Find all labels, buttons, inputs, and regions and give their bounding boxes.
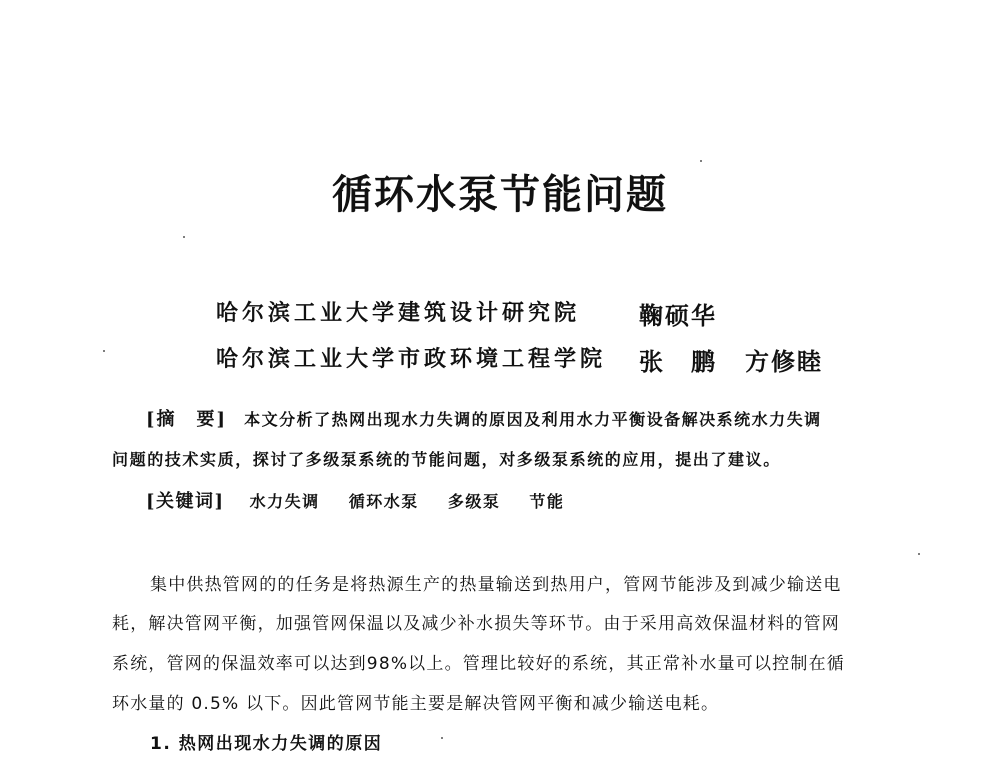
keywords-label: [关键词] [146,491,225,512]
author-name-1: 鞠硕华 [639,302,717,330]
scan-speck [441,737,443,739]
abstract-line-1 [146,405,822,431]
scan-speck [183,236,185,238]
abstract-label: [摘 要] [146,409,228,430]
author-line-2 [216,342,823,376]
page-title: 循环水泵节能问题 [332,171,668,218]
scan-speck [103,350,105,352]
keyword-2: 循环水泵 [348,492,419,511]
keyword-3: 多级泵 [447,492,501,511]
author-name-3: 方修睦 [745,348,823,376]
keyword-4: 节能 [529,492,565,511]
body-line-2: 耗，解决管网平衡，加强管网保温以及减少补水损失等环节。由于采用高效保温材料的管网 [112,614,840,634]
scan-speck [918,553,920,555]
author-institution-2: 哈尔滨工业大学市政环境工程学院 [216,347,607,372]
author-line-1 [216,296,717,330]
author-name-2: 张 鹏 [639,348,717,376]
body-line-4: 环水量的 0.5% 以下。因此管网节能主要是解决管网平衡和减少输送电耗。 [112,694,720,714]
author-institution-1: 哈尔滨工业大学建筑设计研究院 [216,301,581,326]
abstract-line-2: 问题的技术实质，探讨了多级泵系统的节能问题，对多级泵系统的应用，提出了建议。 [112,450,781,469]
scan-speck [700,160,702,162]
body-line-1: 集中供热管网的的任务是将热源生产的热量输送到热用户，管网节能涉及到减少输送电 [150,575,842,595]
keywords-line [146,487,586,513]
section-heading: 1. 热网出现水力失调的原因 [150,734,383,754]
keyword-1: 水力失调 [249,492,320,511]
abstract-text-1: 本文分析了热网出现水力失调的原因及利用水力平衡设备解决系统水力失调 [244,410,822,429]
body-line-3: 系统，管网的保温效率可以达到98%以上。管理比较好的系统，其正常补水量可以控制在循 [112,654,845,674]
